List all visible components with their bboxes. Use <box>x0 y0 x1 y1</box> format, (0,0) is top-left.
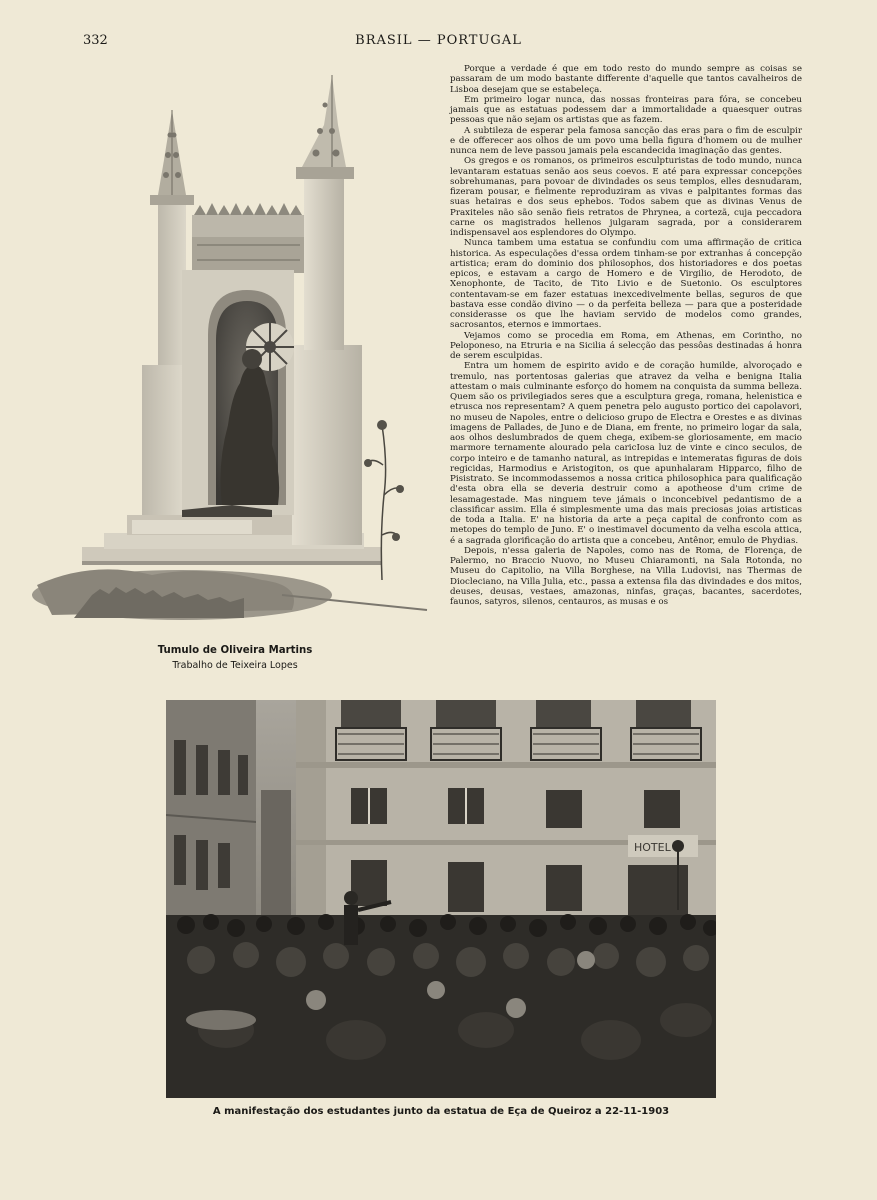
running-title: BRASIL — PORTUGAL <box>355 33 522 48</box>
article-paragraph: Os gregos e os romanos, os primeiros esculpturistas de todo mundo, nunca levantaram estatuas senão aos seus coevos. E até para expressar concepções sobrehumanas, para povoar de divindades os seus templos, elles desnudaram, fizeram pousar, e fielmente reproduziram as vivas e palpitantes formas das suas hetairas e dos seus ephebos. Todos sabem que as divinas Venus de Praxiteles não são senão fieis retratos de Phrynea, a cortezã, cuja peccadora carne os magistrados hellenos julgaram sagrada, por a considerarem indispensavel aos esplendores do Olympo. <box>450 156 802 238</box>
article-paragraph: Em primeiro logar nunca, das nossas fronteiras para fóra, se concebeu jamais que as estatuas podessem dar a immortalidade a quaesquer outras pessoas que não sejam os artistas que as fazem. <box>450 94 802 126</box>
article-paragraph: Porque a verdade é que em todo resto do mundo sempre as coisas se passaram de um modo bastante differente d'aquelle que tantos cavalheiros de Lisboa desejam que se estabeleça. <box>450 64 802 95</box>
article-body <box>450 64 802 607</box>
caption-monument-title: Tumulo de Oliveira Martins <box>157 645 313 656</box>
article-paragraph: Vejamos como se procedia em Roma, em Athenas, em Corintho, no Peloponeso, na Etruria e na Sicilia á selecção das pessôas destinadas á honra de serem esculpidas. <box>450 330 802 361</box>
article-paragraph: A subtileza de esperar pela famosa sancção das eras para o fim de esculpir e de offerecer aos olhos de um povo uma bella figura d'homem ou de mulher nunca nem de leve passou jamais pela escandecida imaginação das gentes. <box>450 125 802 156</box>
article-paragraph: Depois, n'essa galeria de Napoles, como nas de Roma, de Florença, de Palermo, no Braccio Nuovo, no Museu Chiaramonti, na Sala Rotonda, no Museu do Capitolio, na Villa Borghese, na Villa Ludovisi, nas Thermas de Diocleciano, na Villa Julia, etc., passa a extensa fila das divindades e dos mitos, deuses, deusas, vestaes, amazonas, ninfas, graças, bacantes, sacerdotes, faunos, satyros, silenos, centauros, as musas e os <box>450 545 802 607</box>
crowd-illustration <box>166 700 716 1098</box>
caption-monument-credit: Trabalho de Teixeira Lopes <box>172 660 298 671</box>
article-paragraph: Nunca tambem uma estatua se confundiu com uma affirmação de critica historica. As especulações d'essa ordem tinham-se por extranhas á concepção artistica; eram do dominio dos philosophos, dos historiadores e dos poetas epicos, e estavam a cargo de Homero e de Virgilio, de Herodoto, de Xenophonte, de Tacito, de Tito Livio e de Suetonio. Os esculptores contentavam-se em fazer estatuas inexcedivelmente bellas, seguros de que bastava esse condão divino — o da perfeita belleza — para que a posteridade considerasse os que lhe haviam servido de modelos como grandes, sacrosantos, eternos e immortaes. <box>450 238 802 331</box>
photo-crowd <box>166 700 716 1098</box>
monument-illustration <box>32 65 432 625</box>
caption-crowd: A manifestação dos estudantes junto da estatua de Eça de Queiroz a 22-11-1903 <box>212 1106 670 1117</box>
hotel-sign: HOTEL <box>634 841 671 854</box>
photo-monument <box>32 65 432 625</box>
page-number: 332 <box>83 33 108 48</box>
caption-monument <box>150 643 320 673</box>
article-paragraph: Entra um homem de espirito avido e de coração humilde, alvoroçado e tremulo, nas portentosas galerias que atravez da velha e benigna Italia attestam o mais culminante esforço do homem na conquista da summa belleza. Quem são os privilegiados seres que a esculptura grega, romana, helenistica e etrusca nos representam? A quem penetra pelo augusto portico dei capolavori, no museu de Napoles, entre o delicioso grupo de Electra e Orestes e as divinas imagens de Pallades, de Juno e de Diana, em frente, no primeiro logar da sala, aos olhos deslumbrados de quem chega, exibem-se gloriosamente, em macio marmore ternamente alourado pela caricIosa luz de vinte e cinco seculos, de corpo inteiro e de tamanho natural, as intrepidas e intemeratas figuras de dois regicidas, Harmodius e Aristogiton, os que apunhalaram Hipparco, filho de Pisistrato. Se incommodassemos a nossa critica philosophica para qualificação d'esta obra ella se deveria destruir como a apotheose d'um crime de lesamagestade. Mas ninguem teve jámais o inconcebivel pedantismo de a classificar assim. Ella é simplesmente uma das mais preciosas joias artisticas de toda a Italia. E' na historia da arte a peça capital de confronto com as metopes do templo de Juno. E' o inestimavel documento da velha escola attica, é a sagrada glorificação do artista que a concebeu, Antênor, emulo de Phydias. <box>450 361 802 546</box>
